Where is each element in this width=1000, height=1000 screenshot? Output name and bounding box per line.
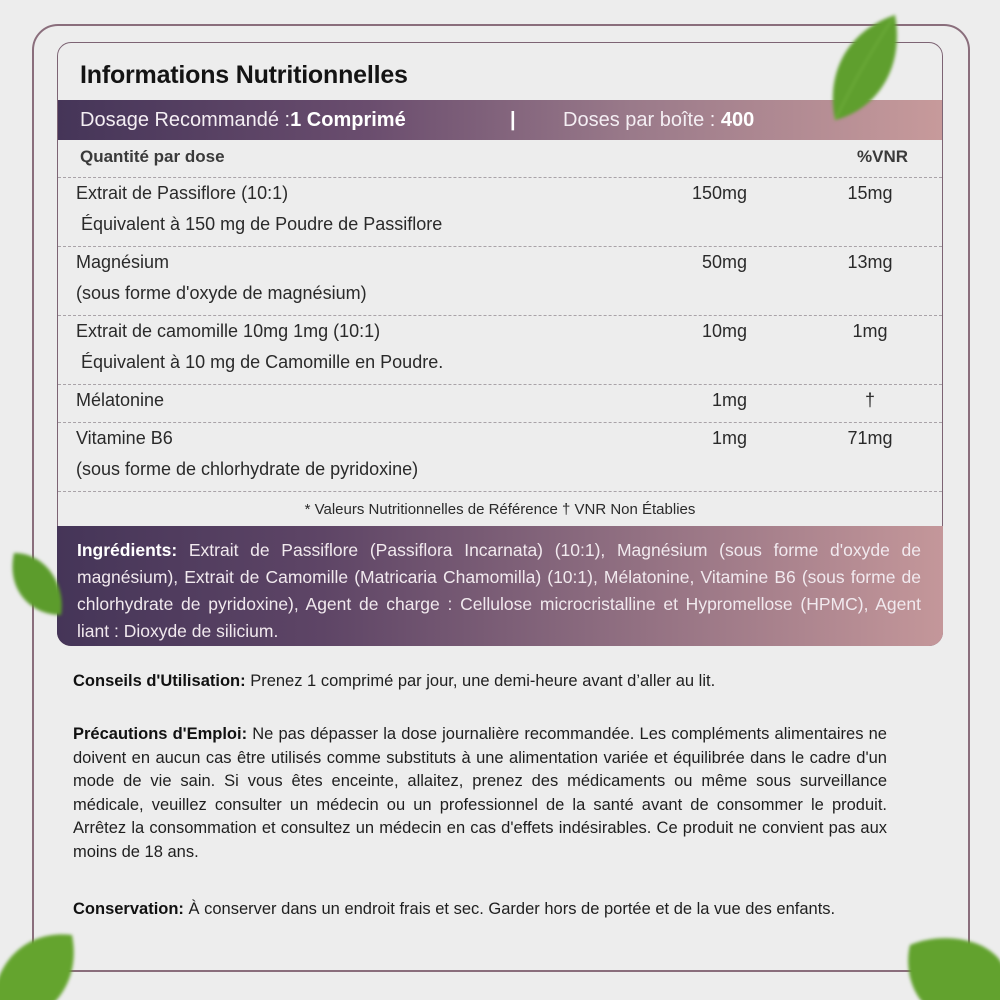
table-row [58, 422, 942, 491]
row-name: Extrait de Passiflore (10:1) [76, 183, 289, 203]
usage-text: Prenez 1 comprimé par jour, une demi-heure avant d’aller au lit. [245, 672, 716, 690]
dosage-label: Dosage Recommandé : [80, 108, 291, 131]
row-name: Vitamine B6 [76, 428, 173, 448]
storage-text: À conserver dans un endroit frais et sec. Garder hors de portée et de la vue des enfants. [183, 900, 836, 918]
table-row [58, 315, 942, 384]
table-row [58, 177, 942, 246]
doses-value: 400 [720, 108, 755, 131]
precautions-label: Précautions d'Emploi: [73, 725, 248, 743]
page-title: Informations Nutritionnelles [80, 61, 408, 89]
table-header [80, 147, 920, 177]
storage-label: Conservation: [73, 900, 184, 918]
row-amount: 1mg [711, 390, 747, 410]
storage-section [73, 898, 887, 922]
dosage-value: 1 Comprimé [290, 108, 406, 131]
row-name: Extrait de camomille 10mg 1mg (10:1) [76, 321, 381, 341]
table-row [58, 246, 942, 315]
table-row [58, 384, 942, 422]
row-vnr: † [864, 390, 875, 410]
row-sub: Équivalent à 150 mg de Poudre de Passiflore [81, 214, 443, 234]
leaf-icon [6, 545, 66, 620]
ingredients-text: Extrait de Passiflore (Passiflora Incarnata) (10:1), Magnésium (sous forme d'oxyde de magnésium), Extrait de Camomille (Matricaria Chamomilla) (10:1), Mélatonine, Vitamine B6 (sous forme de chlorhydrate de pyridoxine), Agent de charge : Cellulose microcristalline et Hypromellose (HPMC), Agent liant : Dioxyde de silicium. [77, 540, 921, 641]
row-name: Magnésium [76, 252, 170, 272]
row-name: Mélatonine [76, 390, 165, 410]
row-amount: 1mg [711, 428, 747, 448]
ingredients-label: Ingrédients: [77, 540, 178, 560]
row-amount: 150mg [691, 183, 747, 203]
row-vnr: 71mg [847, 428, 893, 448]
precautions-section [73, 723, 887, 864]
row-amount: 50mg [701, 252, 747, 272]
dosage-bar [58, 100, 942, 140]
doses-label: Doses par boîte : [563, 108, 721, 131]
leaf-icon [0, 925, 77, 1000]
row-vnr: 13mg [847, 252, 893, 272]
doses-per-box [563, 109, 754, 132]
table-rows [58, 177, 942, 528]
header-quantity: Quantité par dose [80, 147, 225, 166]
table-footnote: * Valeurs Nutritionnelles de Référence † VNR Non Établies [58, 491, 942, 528]
usage-label: Conseils d'Utilisation: [73, 672, 246, 690]
ingredients-panel [57, 526, 943, 646]
leaf-icon [820, 10, 910, 130]
row-sub: (sous forme d'oxyde de magnésium) [76, 283, 367, 303]
usage-section [73, 670, 887, 694]
precautions-text: Ne pas dépasser la dose journalière recommandée. Les compléments alimentaires ne doivent en aucun cas être utilisés comme substituts à une alimentation variée et équilibrée dans le cadre d'un mode de vie sain. Si vous êtes enceinte, allaitez, prenez des médicaments ou même sous surveillance médicale, veuillez consulter un médecin ou un professionnel de la santé avant de consommer le produit. Arrêtez la consommation et consultez un médecin en cas d'effets indésirables. Ce produit ne convient pas aux moins de 18 ans. [73, 725, 887, 861]
header-vnr: %VNR [856, 147, 908, 166]
row-vnr: 1mg [852, 321, 888, 341]
leaf-icon [905, 930, 1000, 1000]
row-vnr: 15mg [847, 183, 893, 203]
separator: | [510, 108, 516, 131]
row-sub: Équivalent à 10 mg de Camomille en Poudre. [81, 352, 444, 372]
row-amount: 10mg [701, 321, 747, 341]
row-sub: (sous forme de chlorhydrate de pyridoxine) [76, 459, 419, 479]
